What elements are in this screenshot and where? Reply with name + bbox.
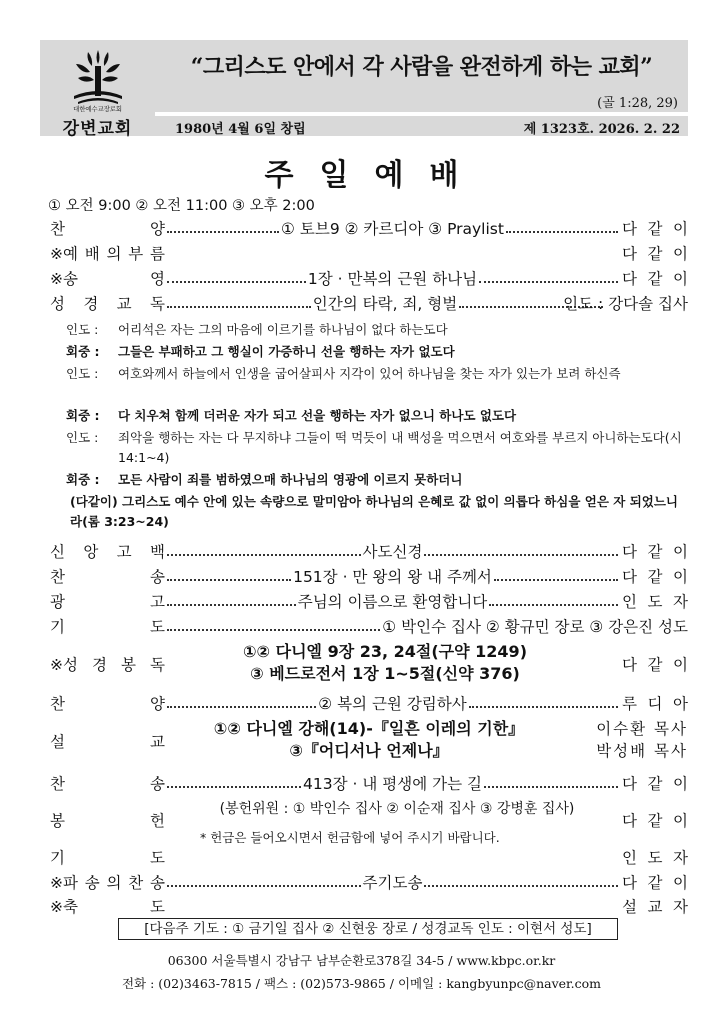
order-label: 설 교	[50, 733, 165, 751]
order-row-creed	[50, 541, 688, 563]
church-logo-block	[40, 40, 155, 139]
order-label: 광 고	[50, 593, 165, 611]
order-content: 151장 · 만 왕의 왕 내 주께서	[293, 568, 492, 586]
church-slogan: “그리스도 안에서 각 사람을 완전하게 하는 교회”	[190, 54, 653, 80]
order-row-benediction	[50, 896, 688, 918]
order-label: 기 도	[50, 618, 165, 636]
order-row-announcements	[50, 591, 688, 613]
next-week-box: [다음주 기도 : ① 금기일 집사 ② 신현웅 장로 / 성경교독 인도 : 이현서 성도]	[118, 918, 618, 940]
church-contact: 전화 : (02)3463-7815 / 팩스 : (02)573-9865 / 이메일 : kangbyunpc@naver.com	[121, 976, 602, 991]
order-row-prayer	[50, 616, 688, 638]
service-times: ① 오전 9:00 ② 오전 11:00 ③ 오후 2:00	[48, 198, 315, 214]
issue-number: 제 1323호. 2026. 2. 22	[523, 122, 680, 137]
order-label: ※파 송 의 찬 송	[50, 874, 165, 892]
order-leader: 인도 : 강다솔 집사	[563, 295, 688, 313]
order-content: ① 토브9 ② 카르디아 ③ Praylist	[281, 220, 504, 238]
order-row-praise	[50, 218, 688, 240]
order-content: 413장 · 내 평생에 가는 길	[303, 775, 482, 793]
order-leader: 다 같 이	[622, 874, 688, 892]
order-leader: 다 같 이	[622, 270, 688, 288]
order-leader: 이수환 목사 박성배 목사	[596, 720, 688, 760]
order-label: 찬 양	[50, 220, 165, 238]
order-row-hymn	[50, 566, 688, 588]
order-content: ①② 다니엘 강해(14)-『일흔 이레의 기한』 ③『어디서나 언제나』	[213, 719, 525, 760]
order-leader: 다 같 이	[622, 656, 688, 674]
order-leader: 다 같 이	[622, 775, 688, 793]
order-content: (봉헌위원 : ① 박인수 집사 ② 이순재 집사 ③ 강병훈 집사)	[219, 801, 575, 817]
order-content: ①② 다니엘 9장 23, 24절(구약 1249) ③ 베드로전서 1장 1~5절(신약 376)	[242, 642, 528, 683]
order-row-sermon	[50, 718, 688, 766]
church-logo-icon	[62, 42, 134, 112]
order-content: 주님의 이름으로 환영합니다	[297, 593, 488, 611]
order-row-call-to-worship	[50, 243, 688, 265]
slogan-reference: (골 1:28, 29)	[597, 96, 678, 111]
issue-info-bar	[155, 116, 688, 136]
slogan-block	[155, 40, 688, 112]
order-label: 기 도	[50, 849, 165, 867]
order-row-scripture	[50, 641, 688, 689]
order-row-prayer	[50, 847, 688, 869]
order-label: 찬 양	[50, 695, 165, 713]
order-leader: 다 같 이	[622, 220, 688, 238]
order-label: 찬 송	[50, 568, 165, 586]
order-content: 인간의 타락, 죄, 형벌	[312, 295, 458, 313]
order-leader: 루 디 아	[622, 695, 688, 713]
order-content: ② 복의 근원 강림하사	[318, 695, 467, 713]
offering-note: * 헌금은 들어오시면서 헌금함에 넣어 주시기 바랍니다.	[200, 830, 500, 845]
order-row-choir	[50, 693, 688, 715]
order-content: ① 박인수 집사 ② 황규민 장로 ③ 강은진 성도	[382, 618, 688, 636]
order-label: ※송 영	[50, 270, 165, 288]
order-label: ※축 도	[50, 898, 165, 916]
order-row-hymn	[50, 773, 688, 795]
church-address: 06300 서울특별시 강남구 남부순환로378길 34-5 / www.kbpc.or.kr	[167, 953, 556, 968]
order-label: ※예 배 의 부 름	[50, 245, 165, 263]
denomination-label: 대한예수교장로회	[73, 105, 122, 113]
order-label: 봉 헌	[50, 812, 165, 830]
order-row-sending-song	[50, 872, 688, 894]
founded-date: 1980년 4월 6일 창립	[175, 122, 306, 137]
order-content: 사도신경	[362, 543, 423, 561]
order-leader: 다 같 이	[622, 543, 688, 561]
order-label: 성 경 교 독	[50, 295, 165, 313]
order-leader: 다 같 이	[622, 568, 688, 586]
order-leader: 인 도 자	[622, 593, 688, 611]
order-row-responsive-reading	[50, 293, 688, 315]
order-leader: 다 같 이	[622, 812, 688, 830]
order-content: 주기도송	[362, 874, 423, 892]
order-label: 찬 송	[50, 775, 165, 793]
order-row-doxology	[50, 268, 688, 290]
order-label: 신 앙 고 백	[50, 543, 165, 561]
order-leader: 다 같 이	[622, 245, 688, 263]
order-leader: 인 도 자	[622, 849, 688, 867]
reading-all-line: (다같이) 그리스도 예수 안에 있는 속량으로 말미암아 하나님의 은혜로 값 없이 의롭다 하심을 얻은 자 되었느니라(롬 3:23~24)	[70, 494, 679, 529]
order-leader: 설 교 자	[622, 898, 688, 916]
bulletin-header	[40, 40, 688, 139]
church-name: 강변교회	[62, 119, 133, 139]
page-title: 주일예배	[264, 158, 485, 193]
order-label: ※성 경 봉 독	[50, 656, 165, 674]
order-content: 1장 · 만복의 근원 하나님	[307, 270, 478, 288]
